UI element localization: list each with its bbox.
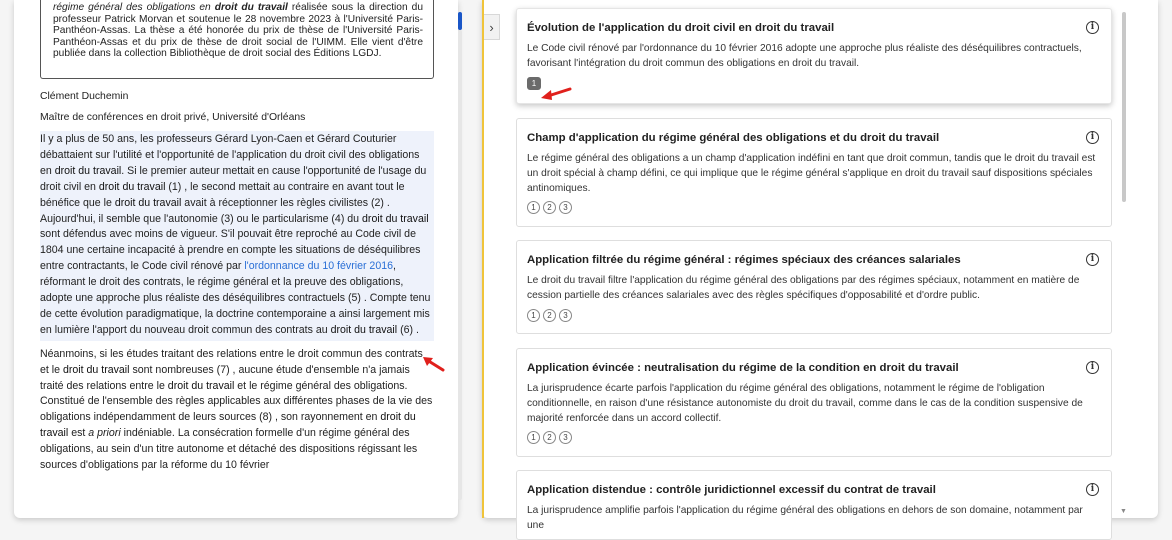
reference-chip[interactable]: 1 — [527, 77, 541, 90]
keyword-highlight: droit du travail — [98, 180, 166, 193]
info-icon[interactable]: i — [1086, 131, 1099, 144]
card-description: La jurisprudence amplifie parfois l'application du régime général des obligations en dehors de son domaine, notamment par une — [527, 505, 1083, 531]
text-segment: est — [68, 427, 89, 440]
article-scroll-area[interactable] — [14, 0, 448, 500]
paragraph — [40, 347, 434, 474]
summary-card[interactable] — [516, 240, 1112, 334]
abstract-text-1: régime général des obligations en — [53, 2, 215, 13]
card-references — [527, 431, 1101, 444]
text-segment: , réformant le droit des contrats, le régime général et la preuve des obligations, adopte une approche plus réaliste des déséquilibres contractuels (5) . Compte tenu de cette évolution paradigmatique, la doctrine contemporaine a ainsi largement mis en lumière l'apport du nouveau droit commun des contrats au — [40, 260, 431, 336]
card-description: Le droit du travail filtre l'application du régime général des obligations par des régimes spéciaux, notamment en matière de cession partielle des créances salariales avec des règles spécifiques d'opposabilité et d'ordre public. — [527, 275, 1080, 301]
card-title: Application filtrée du régime général : régimes spéciaux des créances salariales — [527, 254, 961, 266]
ordonnance-link[interactable]: l'ordonnance du 10 février 2016 — [244, 260, 394, 273]
card-title: Application évincée : neutralisation du régime de la condition en droit du travail — [527, 362, 959, 374]
card-references — [527, 201, 1101, 214]
reference-chip[interactable]: 3 — [559, 201, 572, 214]
info-icon[interactable]: i — [1086, 21, 1099, 34]
abstract-box — [40, 0, 434, 79]
text-segment: avait à réceptionner les règles civilistes (2) . Aujourd'hui, il semble que l'autonomie (3) ou le particularisme (4) du — [40, 196, 390, 225]
red-arrow-icon — [540, 84, 572, 102]
red-arrow-icon — [422, 355, 446, 373]
chevron-right-icon: › — [489, 19, 494, 35]
summary-card[interactable] — [516, 470, 1112, 540]
text-segment: sont nombreuses (7) , aucune étude d'ensemble n'a jamais traité des relations entre le — [40, 363, 410, 392]
keyword-highlight: droit du travail — [54, 164, 122, 177]
author-name: Clément Duchemin — [40, 90, 129, 102]
text-segment: (1) , le second mettait au contraire en avant tout le bénéfice que le — [40, 180, 405, 209]
abstract-keyword: droit du travail — [214, 2, 288, 13]
italic-text: a priori — [88, 427, 121, 440]
reference-chip[interactable]: 3 — [559, 309, 572, 322]
info-icon[interactable]: i — [1086, 483, 1099, 496]
text-segment: indéniable. La consécration formelle d'un régime général des obligations, au sein d'un titre autonome et détaché des dispositions régissant les sources d'obligations par la réforme du 10 février — [40, 427, 418, 472]
author-title: Maître de conférences en droit privé, Université d'Orléans — [40, 111, 306, 123]
highlighted-paragraph[interactable] — [40, 131, 434, 341]
text-segment: Néanmoins, si les études traitant des relations entre le droit commun des contrats et le — [40, 347, 423, 376]
keyword-highlight: droit du travail — [62, 363, 130, 376]
reference-chip[interactable]: 1 — [527, 431, 540, 444]
keyword-highlight: droit du travail — [167, 379, 235, 392]
collapse-panel-button[interactable] — [484, 14, 500, 40]
scrollbar-track[interactable] — [458, 30, 462, 500]
reference-chip[interactable]: 2 — [543, 431, 556, 444]
summary-card[interactable] — [516, 8, 1112, 104]
card-title: Application distendue : contrôle juridictionnel excessif du contrat de travail — [527, 484, 936, 496]
card-title: Champ d'application du régime général des obligations et du droit du travail — [527, 132, 940, 144]
panel-accent-bar — [482, 0, 484, 518]
reference-chip[interactable]: 2 — [543, 309, 556, 322]
reference-chip[interactable]: 2 — [543, 201, 556, 214]
info-icon[interactable]: i — [1086, 361, 1099, 374]
scrollbar-thumb[interactable] — [1122, 12, 1126, 202]
keyword-highlight: droit du travail — [114, 196, 182, 209]
reference-chip[interactable]: 1 — [527, 201, 540, 214]
reference-chip[interactable]: 3 — [559, 431, 572, 444]
text-segment: sont défendus avec moins de vigueur. S'il pouvait être reproché au Code civil de 1804 une certaine incapacité à prendre en compte les situations de déséquilibres entre contractants, le Code civil rénové par — [40, 228, 421, 273]
summary-card[interactable] — [516, 348, 1112, 457]
text-segment: (6) . — [397, 323, 419, 336]
keyword-highlight: droit du travail — [40, 411, 416, 440]
card-references — [527, 77, 1101, 90]
keyword-highlight: droit du travail — [362, 212, 429, 225]
keyword-highlight: droit du travail — [330, 323, 398, 336]
scrollbar-thumb[interactable] — [458, 12, 462, 30]
scroll-down-icon[interactable]: ▼ — [1120, 508, 1127, 515]
summary-card[interactable] — [516, 118, 1112, 227]
text-segment: et le régime général des obligations. Constitué de l'ensemble des règles applicables aux différentes phases de la vie des obligations indépendamment de leurs sources (8) , son rayonnement en — [40, 379, 433, 424]
card-references — [527, 309, 1101, 322]
abstract-text-2: réalisée sous la direction du professeur Patrick Morvan et soutenue le 28 novembre 2023 à l'Université Paris-Panthéon-Assas. La thèse a été honorée du prix de thèse de l'Université Paris-Panthéon-Assas et du prix de thèse de droit social de l'UIMM. Elle vient d'être publiée dans la collection Bibliothèque de droit social des Éditions LGDJ. — [53, 2, 423, 60]
card-description: Le régime général des obligations a un champ d'application indéfini en tant que droit commun, tandis que le droit du travail est un droit spécial à champ défini, ce qui implique que le régime général s'applique en droit du travail sauf dispositions spéciales antinomiques. — [527, 153, 1096, 194]
text-segment: . Si le premier auteur mettait en cause l'opportunité de l'usage du droit civil en — [40, 164, 427, 193]
text-segment: Il y a plus de 50 ans, les professeurs Gérard Lyon-Caen et Gérard Couturier débattaient sur l'utilité et l'opportunité de l'application du droit civil des obligations en — [40, 132, 420, 177]
card-description: Le Code civil rénové par l'ordonnance du 10 février 2016 adopte une approche plus réaliste des déséquilibres contractuels, favorisant l'intégration du droit commun des obligations en droit du travail. — [527, 43, 1082, 69]
article-panel — [14, 0, 458, 518]
summary-panel — [482, 0, 1158, 531]
info-icon[interactable]: i — [1086, 253, 1099, 266]
reference-chip[interactable]: 1 — [527, 309, 540, 322]
card-title: Évolution de l'application du droit civil en droit du travail — [527, 22, 835, 34]
card-description: La jurisprudence écarte parfois l'application du régime général des obligations, notamment le régime de l'obligation conditionnelle, en raison d'une résistance autonomiste du droit du travail, comme dans le cas de la condition suspensive de majorité renforcée dans un accord collectif. — [527, 383, 1083, 424]
